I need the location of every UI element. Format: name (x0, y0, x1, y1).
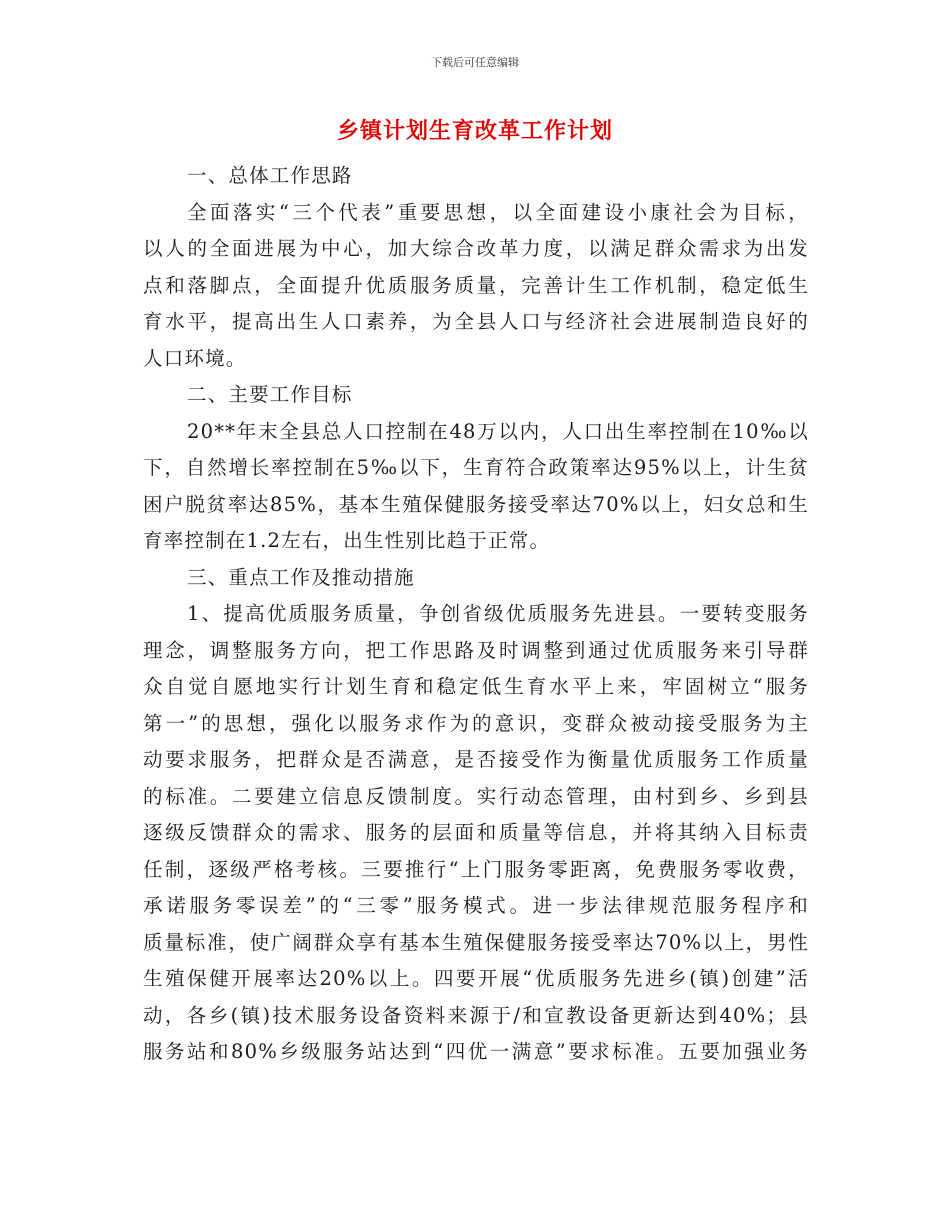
body-line: 育水平，提高出生人口素养，为全县人口与经济社会进展制造良好的 (143, 310, 809, 333)
body-line: 动，各乡(镇)技术服务设备资料来源于/和宣教设备更新达到40%；县 (143, 1003, 809, 1027)
body-line: 动要求服务，把群众是否满意，是否接受作为衡量优质服务工作质量 (143, 748, 809, 771)
header-note: 下载后可任意编辑 (431, 56, 519, 69)
body-line: 服务站和80%乡级服务站达到“四优一满意”要求标准。五要加强业务 (143, 1040, 809, 1063)
body-line: 承诺服务零误差”的“三零”服务模式。进一步法律规范服务程序和 (143, 894, 809, 917)
body-line: 理念，调整服务方向，把工作思路及时调整到通过优质服务来引导群 (143, 638, 809, 662)
body-line: 一、总体工作思路 (187, 164, 353, 187)
body-line: 任制，逐级严格考核。三要推行“上门服务零距离，免费服务零收费， (143, 857, 809, 881)
body-line: 质量标准，使广阔群众享有基本生殖保健服务接受率达70%以上，男性 (143, 930, 809, 954)
body-line: 1、提高优质服务质量，争创省级优质服务先进县。一要转变服务 (187, 602, 809, 625)
body-line: 困户脱贫率达85%，基本生殖保健服务接受率达70%以上，妇女总和生 (143, 492, 809, 516)
body-line: 的标准。二要建立信息反馈制度。实行动态管理，由村到乡、乡到县 (143, 784, 809, 808)
body-line: 第一”的思想，强化以服务求作为的意识，变群众被动接受服务为主 (143, 711, 809, 735)
body-line: 逐级反馈群众的需求、服务的层面和质量等信息，并将其纳入目标责 (143, 821, 809, 844)
body-line: 点和落脚点，全面提升优质服务质量，完善计生工作机制，稳定低生 (143, 273, 809, 297)
body-line: 下，自然增长率控制在5‰以下，生育符合政策率达95%以上，计生贫 (143, 456, 809, 479)
document-body (143, 158, 809, 1071)
body-line: 生殖保健开展率达20%以上。四要开展“优质服务先进乡(镇)创建”活 (143, 967, 809, 990)
body-line: 三、重点工作及推动措施 (187, 565, 415, 589)
body-line: 二、主要工作目标 (187, 383, 353, 406)
body-line: 以人的全面进展为中心，加大综合改革力度，以满足群众需求为出发 (143, 237, 809, 260)
document-title: 乡镇计划生育改革工作计划 (336, 118, 613, 144)
body-line: 人口环境。 (143, 346, 247, 370)
body-line: 20**年末全县总人口控制在48万以内，人口出生率控制在10‰以 (187, 419, 809, 443)
body-line: 全面落实“三个代表”重要思想，以全面建设小康社会为目标， (187, 200, 809, 224)
body-line: 众自觉自愿地实行计划生育和稳定低生育水平上来，牢固树立“服务 (143, 675, 809, 698)
body-line: 育率控制在1.2左右，出生性别比趋于正常。 (143, 529, 551, 552)
